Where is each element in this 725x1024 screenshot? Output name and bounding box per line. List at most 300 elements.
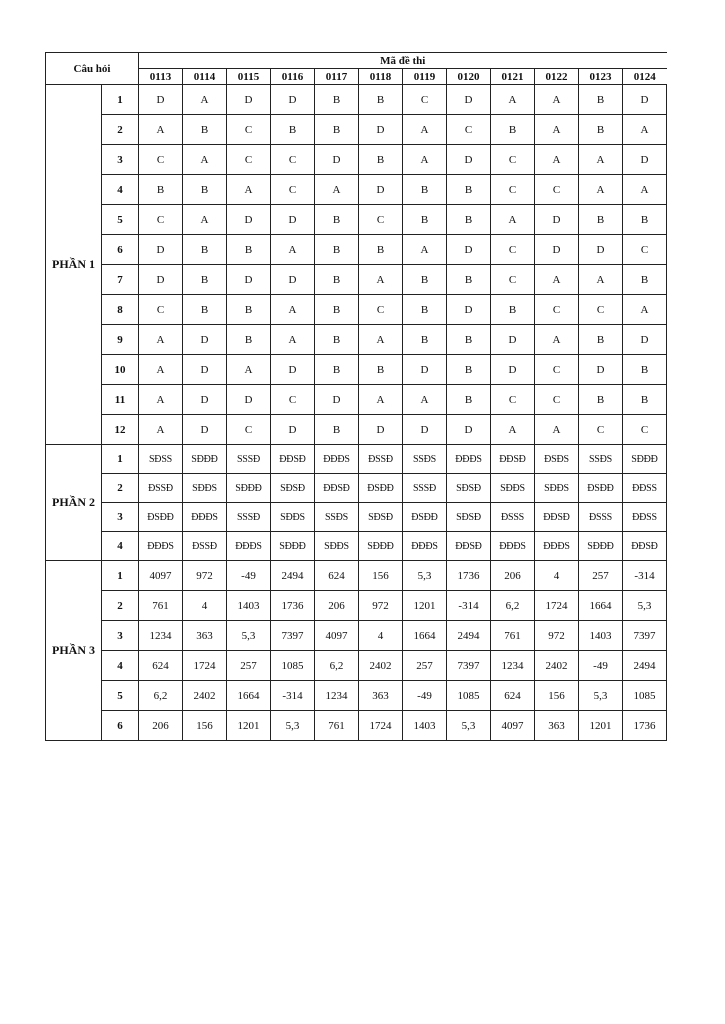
answer-cell: ĐĐSĐ: [535, 503, 579, 532]
exam-code-cell: 0113: [139, 69, 183, 85]
question-number: 3: [102, 621, 139, 651]
question-number: 12: [102, 415, 139, 445]
answer-cell: B: [315, 325, 359, 355]
answer-cell: B: [491, 295, 535, 325]
answer-cell: 156: [535, 681, 579, 711]
answer-cell: A: [623, 175, 667, 205]
answer-cell: B: [227, 325, 271, 355]
question-number: 9: [102, 325, 139, 355]
answer-cell: D: [183, 325, 227, 355]
answer-cell: B: [139, 175, 183, 205]
answer-cell: B: [447, 265, 491, 295]
answer-cell: B: [315, 85, 359, 115]
answer-cell: ĐĐSS: [623, 474, 667, 503]
answer-cell: A: [139, 415, 183, 445]
answer-cell: 1234: [491, 651, 535, 681]
answer-cell: 1201: [403, 591, 447, 621]
answer-cell: 2494: [271, 561, 315, 591]
answer-cell: -49: [403, 681, 447, 711]
question-number: 6: [102, 235, 139, 265]
answer-row: [46, 711, 667, 741]
answer-cell: B: [579, 325, 623, 355]
answer-cell: SĐĐĐ: [271, 532, 315, 561]
question-header: Câu hỏi: [46, 53, 139, 85]
answer-cell: SĐĐĐ: [359, 532, 403, 561]
answer-cell: 4097: [139, 561, 183, 591]
answer-cell: 972: [359, 591, 403, 621]
answer-cell: D: [271, 85, 315, 115]
answer-cell: 1201: [227, 711, 271, 741]
section-label: PHẦN 3: [46, 561, 102, 741]
answer-cell: C: [491, 175, 535, 205]
answer-cell: B: [579, 85, 623, 115]
answer-cell: A: [183, 145, 227, 175]
answer-cell: A: [227, 355, 271, 385]
answer-cell: SĐĐĐ: [623, 445, 667, 474]
answer-cell: SSSĐ: [227, 445, 271, 474]
answer-cell: D: [359, 415, 403, 445]
question-number: 1: [102, 85, 139, 115]
answer-cell: D: [227, 265, 271, 295]
question-number: 8: [102, 295, 139, 325]
answer-cell: 5,3: [271, 711, 315, 741]
answer-cell: 6,2: [139, 681, 183, 711]
answer-cell: C: [271, 175, 315, 205]
answer-cell: 7397: [447, 651, 491, 681]
answer-cell: B: [315, 115, 359, 145]
answer-cell: 4097: [315, 621, 359, 651]
answer-cell: SĐĐS: [491, 474, 535, 503]
answer-cell: 972: [183, 561, 227, 591]
answer-cell: SĐĐS: [183, 474, 227, 503]
answer-cell: 156: [183, 711, 227, 741]
answer-cell: B: [315, 355, 359, 385]
answer-cell: 1736: [447, 561, 491, 591]
answer-cell: A: [359, 325, 403, 355]
answer-cell: D: [139, 85, 183, 115]
answer-cell: B: [183, 265, 227, 295]
answer-cell: A: [359, 385, 403, 415]
answer-cell: C: [579, 415, 623, 445]
answer-cell: A: [227, 175, 271, 205]
answer-table-body: [46, 53, 667, 741]
answer-cell: A: [535, 115, 579, 145]
answer-cell: SĐĐĐ: [183, 445, 227, 474]
answer-cell: B: [447, 385, 491, 415]
answer-cell: B: [623, 265, 667, 295]
answer-cell: ĐSSS: [579, 503, 623, 532]
answer-cell: B: [447, 205, 491, 235]
question-number: 3: [102, 503, 139, 532]
answer-cell: 2402: [359, 651, 403, 681]
answer-cell: D: [579, 235, 623, 265]
question-number: 10: [102, 355, 139, 385]
answer-cell: B: [271, 115, 315, 145]
answer-cell: D: [183, 415, 227, 445]
answer-row: [46, 651, 667, 681]
answer-cell: A: [535, 265, 579, 295]
answer-cell: ĐSĐĐ: [579, 474, 623, 503]
answer-cell: 1724: [359, 711, 403, 741]
answer-cell: A: [139, 115, 183, 145]
answer-row: [46, 295, 667, 325]
answer-cell: 363: [183, 621, 227, 651]
answer-row: [46, 175, 667, 205]
answer-cell: D: [491, 355, 535, 385]
answer-cell: C: [623, 415, 667, 445]
answer-cell: D: [403, 355, 447, 385]
answer-cell: B: [403, 295, 447, 325]
answer-cell: A: [139, 325, 183, 355]
answer-cell: 6,2: [491, 591, 535, 621]
exam-code-cell: 0121: [491, 69, 535, 85]
exam-code-cell: 0114: [183, 69, 227, 85]
answer-row: [46, 85, 667, 115]
answer-cell: D: [535, 235, 579, 265]
answer-cell: 206: [315, 591, 359, 621]
answer-cell: C: [535, 175, 579, 205]
answer-cell: B: [359, 355, 403, 385]
answer-row: [46, 145, 667, 175]
answer-cell: B: [315, 205, 359, 235]
answer-cell: C: [271, 145, 315, 175]
answer-cell: A: [403, 385, 447, 415]
answer-cell: 206: [139, 711, 183, 741]
answer-cell: C: [139, 205, 183, 235]
answer-cell: SĐSS: [139, 445, 183, 474]
answer-cell: SĐSĐ: [359, 503, 403, 532]
answer-cell: D: [139, 235, 183, 265]
answer-cell: C: [271, 385, 315, 415]
answer-cell: D: [271, 355, 315, 385]
exam-code-cell: 0122: [535, 69, 579, 85]
question-number: 4: [102, 651, 139, 681]
answer-cell: D: [447, 415, 491, 445]
answer-cell: C: [139, 295, 183, 325]
answer-cell: 257: [403, 651, 447, 681]
answer-cell: C: [491, 145, 535, 175]
answer-cell: B: [183, 115, 227, 145]
answer-cell: D: [623, 145, 667, 175]
answer-cell: 972: [535, 621, 579, 651]
answer-cell: 5,3: [447, 711, 491, 741]
answer-cell: 1724: [535, 591, 579, 621]
answer-cell: 761: [139, 591, 183, 621]
answer-cell: ĐĐĐS: [315, 445, 359, 474]
answer-cell: B: [623, 205, 667, 235]
answer-cell: ĐĐSĐ: [271, 445, 315, 474]
answer-cell: A: [579, 145, 623, 175]
answer-row: [46, 561, 667, 591]
answer-cell: 5,3: [227, 621, 271, 651]
answer-cell: D: [447, 295, 491, 325]
exam-code-cell: 0123: [579, 69, 623, 85]
answer-cell: 2402: [183, 681, 227, 711]
answer-cell: ĐSĐĐ: [359, 474, 403, 503]
answer-cell: A: [403, 115, 447, 145]
answer-cell: C: [491, 235, 535, 265]
question-number: 1: [102, 561, 139, 591]
answer-cell: A: [359, 265, 403, 295]
answer-cell: A: [491, 205, 535, 235]
answer-cell: A: [139, 385, 183, 415]
answer-cell: A: [491, 85, 535, 115]
answer-cell: A: [623, 295, 667, 325]
answer-cell: D: [491, 325, 535, 355]
answer-cell: 257: [579, 561, 623, 591]
exam-code-cell: 0117: [315, 69, 359, 85]
answer-cell: D: [359, 115, 403, 145]
answer-cell: 624: [491, 681, 535, 711]
answer-cell: C: [447, 115, 491, 145]
answer-cell: ĐSĐS: [535, 445, 579, 474]
question-number: 3: [102, 145, 139, 175]
answer-cell: B: [359, 235, 403, 265]
answer-cell: B: [315, 235, 359, 265]
answer-row: [46, 205, 667, 235]
answer-cell: D: [315, 385, 359, 415]
answer-cell: B: [403, 325, 447, 355]
answer-cell: A: [623, 115, 667, 145]
answer-cell: C: [535, 295, 579, 325]
question-number: 2: [102, 591, 139, 621]
answer-cell: 363: [535, 711, 579, 741]
answer-cell: A: [139, 355, 183, 385]
answer-key-table: [45, 52, 667, 741]
answer-cell: ĐĐSĐ: [447, 532, 491, 561]
answer-cell: A: [183, 205, 227, 235]
question-number: 5: [102, 681, 139, 711]
answer-row: [46, 503, 667, 532]
answer-cell: D: [271, 205, 315, 235]
answer-cell: D: [139, 265, 183, 295]
answer-cell: SSĐS: [403, 445, 447, 474]
answer-row: [46, 235, 667, 265]
answer-cell: B: [403, 175, 447, 205]
answer-cell: 5,3: [579, 681, 623, 711]
answer-row: [46, 474, 667, 503]
answer-cell: B: [359, 85, 403, 115]
answer-cell: 1664: [579, 591, 623, 621]
answer-cell: 1201: [579, 711, 623, 741]
answer-cell: B: [447, 175, 491, 205]
answer-cell: C: [491, 265, 535, 295]
answer-cell: 1085: [623, 681, 667, 711]
answer-cell: B: [227, 235, 271, 265]
answer-cell: -49: [579, 651, 623, 681]
answer-cell: ĐSSĐ: [139, 474, 183, 503]
answer-cell: B: [623, 385, 667, 415]
answer-cell: A: [271, 295, 315, 325]
answer-cell: B: [359, 145, 403, 175]
answer-cell: D: [271, 415, 315, 445]
answer-cell: A: [403, 235, 447, 265]
answer-cell: B: [315, 265, 359, 295]
answer-cell: B: [183, 175, 227, 205]
answer-cell: SĐĐĐ: [227, 474, 271, 503]
answer-cell: -314: [447, 591, 491, 621]
section-label: PHẦN 1: [46, 85, 102, 445]
answer-cell: A: [535, 85, 579, 115]
answer-cell: D: [403, 415, 447, 445]
answer-cell: C: [227, 115, 271, 145]
answer-row: [46, 591, 667, 621]
answer-cell: D: [623, 325, 667, 355]
answer-cell: B: [183, 295, 227, 325]
question-number: 1: [102, 445, 139, 474]
answer-row: [46, 385, 667, 415]
answer-cell: C: [227, 145, 271, 175]
answer-cell: C: [535, 385, 579, 415]
answer-cell: 7397: [271, 621, 315, 651]
answer-row: [46, 355, 667, 385]
question-number: 4: [102, 175, 139, 205]
answer-cell: 1664: [227, 681, 271, 711]
answer-cell: D: [579, 355, 623, 385]
answer-cell: A: [403, 145, 447, 175]
answer-cell: B: [579, 115, 623, 145]
answer-cell: B: [403, 265, 447, 295]
answer-cell: 1234: [139, 621, 183, 651]
answer-cell: SĐSĐ: [447, 474, 491, 503]
answer-cell: SĐSĐ: [447, 503, 491, 532]
answer-cell: ĐSSS: [491, 503, 535, 532]
answer-cell: ĐĐĐS: [139, 532, 183, 561]
answer-cell: ĐĐĐS: [403, 532, 447, 561]
answer-cell: A: [535, 145, 579, 175]
answer-cell: 257: [227, 651, 271, 681]
answer-cell: A: [271, 235, 315, 265]
answer-cell: SSSĐ: [227, 503, 271, 532]
answer-cell: C: [491, 385, 535, 415]
section-label: PHẦN 2: [46, 445, 102, 561]
answer-cell: B: [579, 205, 623, 235]
question-number: 6: [102, 711, 139, 741]
header-row-top: [46, 53, 667, 69]
answer-cell: A: [271, 325, 315, 355]
answer-cell: 1403: [579, 621, 623, 651]
answer-cell: B: [315, 295, 359, 325]
answer-row: [46, 681, 667, 711]
answer-cell: 7397: [623, 621, 667, 651]
answer-cell: 624: [315, 561, 359, 591]
answer-cell: B: [403, 205, 447, 235]
answer-cell: C: [623, 235, 667, 265]
answer-cell: D: [359, 175, 403, 205]
answer-cell: B: [227, 295, 271, 325]
answer-cell: B: [623, 355, 667, 385]
answer-cell: SĐĐS: [535, 474, 579, 503]
answer-cell: D: [227, 85, 271, 115]
answer-cell: ĐĐĐS: [491, 532, 535, 561]
answer-cell: ĐĐSĐ: [623, 532, 667, 561]
answer-cell: D: [183, 385, 227, 415]
answer-cell: SĐSĐ: [271, 474, 315, 503]
exam-code-cell: 0124: [623, 69, 667, 85]
answer-cell: A: [491, 415, 535, 445]
answer-cell: C: [535, 355, 579, 385]
answer-cell: C: [359, 205, 403, 235]
answer-cell: 761: [491, 621, 535, 651]
answer-cell: B: [315, 415, 359, 445]
answer-cell: 1403: [403, 711, 447, 741]
answer-cell: D: [447, 85, 491, 115]
answer-cell: A: [579, 265, 623, 295]
answer-cell: 1085: [271, 651, 315, 681]
exam-code-cell: 0115: [227, 69, 271, 85]
answer-row: [46, 415, 667, 445]
question-number: 2: [102, 474, 139, 503]
answer-cell: ĐĐĐS: [535, 532, 579, 561]
answer-cell: 2494: [623, 651, 667, 681]
answer-row: [46, 445, 667, 474]
exam-code-cell: 0118: [359, 69, 403, 85]
answer-cell: 6,2: [315, 651, 359, 681]
answer-cell: 761: [315, 711, 359, 741]
answer-cell: -314: [623, 561, 667, 591]
answer-cell: 5,3: [403, 561, 447, 591]
question-number: 11: [102, 385, 139, 415]
answer-cell: B: [183, 235, 227, 265]
answer-cell: SSĐS: [579, 445, 623, 474]
answer-cell: 2494: [447, 621, 491, 651]
exam-code-cell: 0120: [447, 69, 491, 85]
answer-cell: 363: [359, 681, 403, 711]
answer-cell: -49: [227, 561, 271, 591]
answer-cell: D: [447, 235, 491, 265]
answer-row: [46, 325, 667, 355]
answer-cell: ĐĐSĐ: [315, 474, 359, 503]
answer-cell: 206: [491, 561, 535, 591]
answer-cell: D: [227, 385, 271, 415]
answer-cell: D: [227, 205, 271, 235]
answer-cell: D: [271, 265, 315, 295]
answer-cell: C: [403, 85, 447, 115]
answer-cell: 4: [535, 561, 579, 591]
answer-cell: 2402: [535, 651, 579, 681]
answer-cell: ĐĐSĐ: [491, 445, 535, 474]
question-number: 2: [102, 115, 139, 145]
answer-cell: ĐĐĐS: [227, 532, 271, 561]
question-number: 4: [102, 532, 139, 561]
answer-cell: D: [447, 145, 491, 175]
answer-cell: A: [315, 175, 359, 205]
answer-cell: ĐSSĐ: [359, 445, 403, 474]
answer-cell: ĐĐĐS: [183, 503, 227, 532]
answer-cell: B: [491, 115, 535, 145]
answer-cell: 156: [359, 561, 403, 591]
answer-cell: 1736: [271, 591, 315, 621]
answer-cell: C: [579, 295, 623, 325]
answer-cell: ĐĐĐS: [447, 445, 491, 474]
answer-cell: 1234: [315, 681, 359, 711]
answer-cell: C: [359, 295, 403, 325]
answer-cell: 5,3: [623, 591, 667, 621]
question-number: 5: [102, 205, 139, 235]
answer-cell: ĐSĐĐ: [139, 503, 183, 532]
answer-cell: B: [447, 355, 491, 385]
answer-cell: 4097: [491, 711, 535, 741]
answer-cell: ĐSĐĐ: [403, 503, 447, 532]
answer-cell: 4: [183, 591, 227, 621]
answer-cell: 624: [139, 651, 183, 681]
answer-cell: D: [623, 85, 667, 115]
answer-cell: SSSĐ: [403, 474, 447, 503]
answer-cell: C: [227, 415, 271, 445]
exam-code-header: Mã đề thi: [139, 53, 667, 69]
answer-cell: SĐĐĐ: [579, 532, 623, 561]
answer-cell: 4: [359, 621, 403, 651]
